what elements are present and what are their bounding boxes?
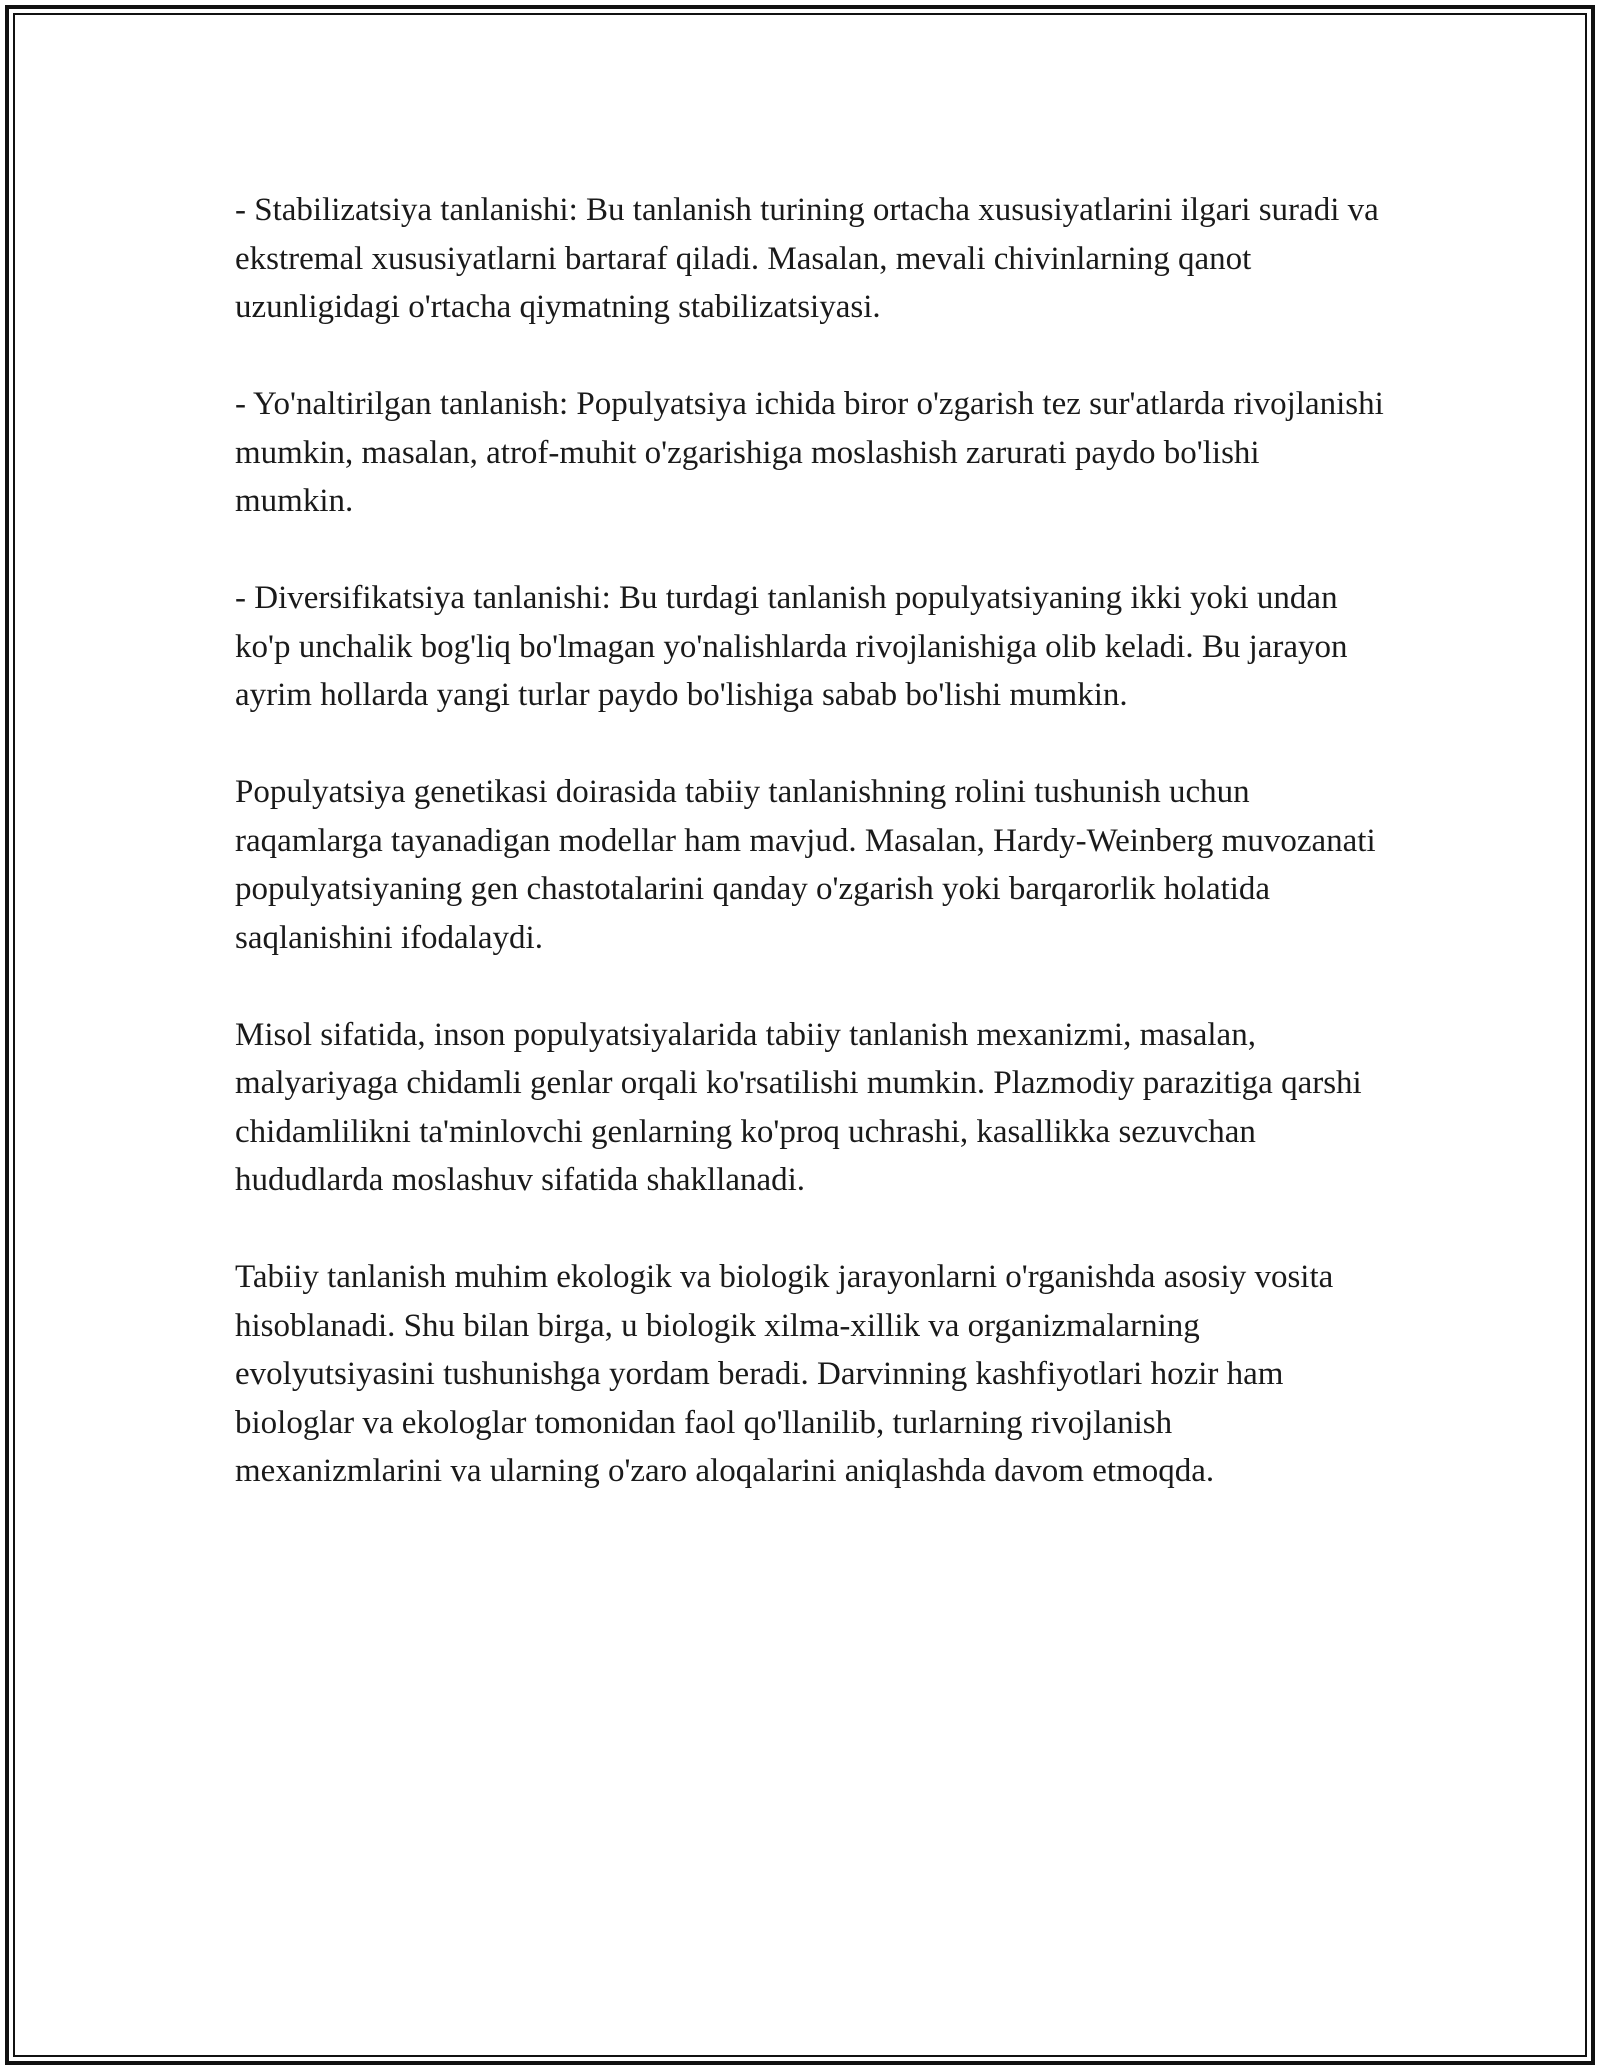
paragraph-conclusion: Tabiiy tanlanish muhim ekologik va biologik jarayonlarni o'rganishda asosiy vosita hisoblanadi. Shu bilan birga, u biologik xilma-xillik va organizmalarning evolyutsiyasini tushunishga yordam beradi. Darvinning kashfiyotlari hozir ham biologlar va ekologlar tomonidan faol qo'llanilib, turlarning rivojlanish mexanizmlarini va ularning o'zaro aloqalarini aniqlashda davom etmoqda. [235, 1259, 1334, 1489]
paragraph-diversifying-selection: - Diversifikatsiya tanlanishi: Bu turdagi tanlanish populyatsiyaning ikki yoki undan ko'p unchalik bog'liq bo'lmagan yo'nalishlarda rivojlanishiga olib keladi. Bu jarayon ayrim hollarda yangi turlar paydo bo'lishiga sabab bo'lishi mumkin. [235, 580, 1348, 713]
paragraph-directional-selection: - Yo'naltirilgan tanlanish: Populyatsiya ichida biror o'zgarish tez sur'atlarda rivojlanishi mumkin, masalan, atrof-muhit o'zgarishiga moslashish zarurati paydo bo'lishi mumkin. [235, 386, 1384, 519]
document-body [235, 186, 1385, 1544]
paragraph-stabilizing-selection: - Stabilizatsiya tanlanishi: Bu tanlanish turining ortacha xususiyatlarini ilgari suradi va ekstremal xususiyatlarni bartaraf qiladi. Masalan, mevali chivinlarning qanot uzunligidagi o'rtacha qiymatning stabilizatsiyasi. [235, 192, 1379, 325]
paragraph-population-genetics: Populyatsiya genetikasi doirasida tabiiy tanlanishning rolini tushunish uchun raqamlarga tayanadigan modellar ham mavjud. Masalan, Hardy-Weinberg muvozanati populyatsiyaning gen chastotalarini qanday o'zgarish yoki barqarorlik holatida saqlanishini ifodalaydi. [235, 774, 1376, 956]
paragraph-human-example: Misol sifatida, inson populyatsiyalarida tabiiy tanlanish mexanizmi, masalan, malyariyaga chidamli genlar orqali ko'rsatilishi mumkin. Plazmodiy parazitiga qarshi chidamlilikni ta'minlovchi genlarning ko'proq uchrashi, kasallikka sezuvchan hududlarda moslashuv sifatida shakllanadi. [235, 1016, 1362, 1198]
